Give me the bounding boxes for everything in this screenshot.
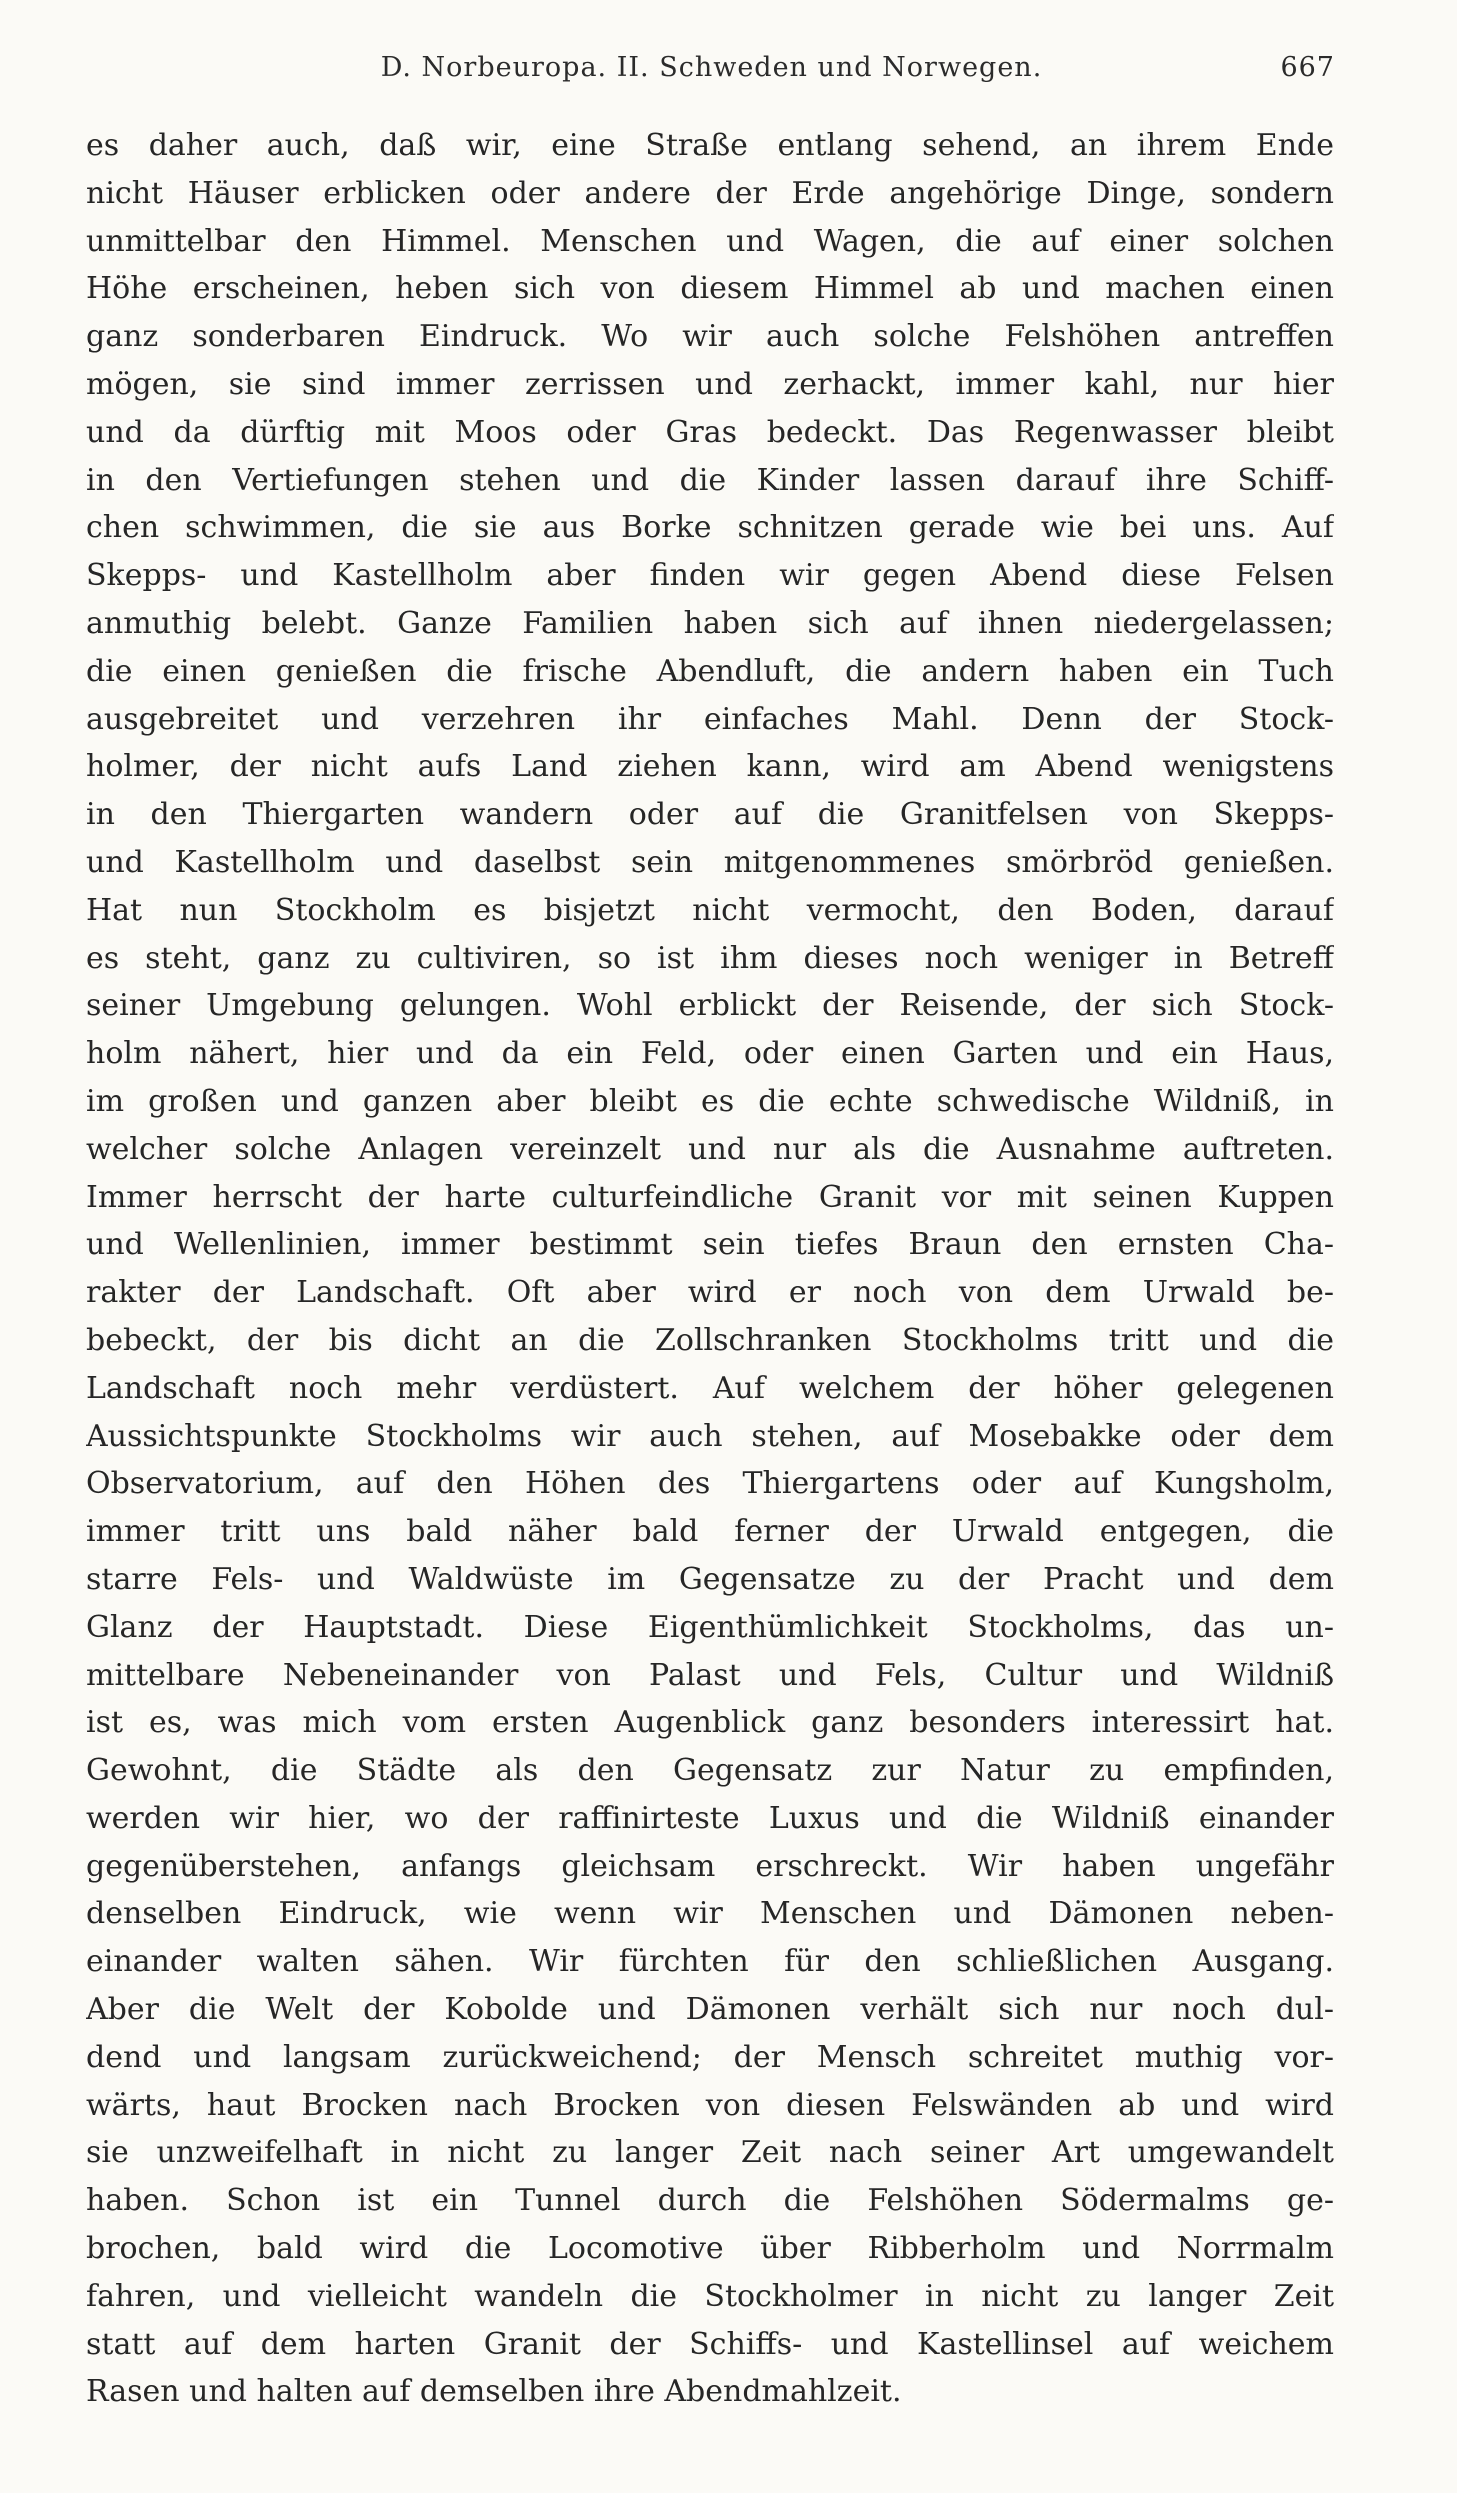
- text-line: welcher solche Anlagen vereinzelt und nur als die Ausnahme auftreten.: [86, 1131, 1334, 1167]
- text-line: unmittelbar den Himmel. Menschen und Wagen, die auf einer solchen: [86, 223, 1334, 259]
- text-line: es daher auch, daß wir, eine Straße entlang sehend, an ihrem Ende: [86, 128, 1334, 163]
- text-line: dend und langsam zurückweichend; der Mensch schreitet muthig vor-: [86, 2039, 1334, 2075]
- text-line: Immer herrscht der harte culturfeindliche Granit vor mit seinen Kuppen: [86, 1179, 1334, 1215]
- text-line: bebeckt, der bis dicht an die Zollschranken Stockholms tritt und die: [86, 1322, 1334, 1358]
- page-number: 667: [1280, 52, 1335, 83]
- text-line: fahren, und vielleicht wandeln die Stockholmer in nicht zu langer Zeit: [86, 2278, 1334, 2314]
- text-line: nicht Häuser erblicken oder andere der Erde angehörige Dinge, sondern: [86, 175, 1334, 211]
- text-line: Aussichtspunkte Stockholms wir auch stehen, auf Mosebakke oder dem: [86, 1418, 1334, 1454]
- text-line: Glanz der Hauptstadt. Diese Eigenthümlichkeit Stockholms, das un-: [86, 1609, 1334, 1645]
- text-line: einander walten sähen. Wir fürchten für den schließlichen Ausgang.: [86, 1944, 1334, 1980]
- text-line: Observatorium, auf den Höhen des Thiergartens oder auf Kungsholm,: [86, 1466, 1334, 1502]
- text-line: im großen und ganzen aber bleibt es die echte schwedische Wildniß, in: [86, 1083, 1334, 1119]
- text-line: immer tritt uns bald näher bald ferner der Urwald entgegen, die: [86, 1514, 1334, 1550]
- text-line: die einen genießen die frische Abendluft, die andern haben ein Tuch: [86, 653, 1334, 689]
- text-line: und Kastellholm und daselbst sein mitgenommenes smörbröd genießen.: [86, 844, 1334, 880]
- text-line: mittelbare Nebeneinander von Palast und Fels, Cultur und Wildniß: [86, 1657, 1334, 1693]
- text-line: ganz sonderbaren Eindruck. Wo wir auch solche Felshöhen antreffen: [86, 319, 1334, 355]
- text-line: Rasen und halten auf demselben ihre Abendmahlzeit.: [86, 2374, 902, 2410]
- text-line: und Wellenlinien, immer bestimmt sein tiefes Braun den ernsten Cha-: [86, 1227, 1334, 1263]
- text-line: Landschaft noch mehr verdüstert. Auf welchem der höher gelegenen: [86, 1370, 1334, 1406]
- text-line: in den Vertiefungen stehen und die Kinder lassen darauf ihre Schiff-: [86, 462, 1334, 498]
- text-line: ausgebreitet und verzehren ihr einfaches Mahl. Denn der Stock-: [86, 701, 1334, 737]
- text-line: Gewohnt, die Städte als den Gegensatz zur Natur zu empfinden,: [86, 1753, 1334, 1789]
- text-line: haben. Schon ist ein Tunnel durch die Felshöhen Södermalms ge-: [86, 2183, 1334, 2219]
- text-line: holm nähert, hier und da ein Feld, oder einen Garten und ein Haus,: [86, 1036, 1334, 1072]
- text-line: seiner Umgebung gelungen. Wohl erblickt der Reisende, der sich Stock-: [86, 988, 1334, 1024]
- text-line: sie unzweifelhaft in nicht zu langer Zeit nach seiner Art umgewandelt: [86, 2135, 1334, 2171]
- text-line: Höhe erscheinen, heben sich von diesem Himmel ab und machen einen: [86, 271, 1334, 307]
- text-line: ist es, was mich vom ersten Augenblick ganz besonders interessirt hat.: [86, 1705, 1334, 1741]
- body-paragraph: [86, 122, 1334, 2416]
- text-line: mögen, sie sind immer zerrissen und zerhackt, immer kahl, nur hier: [86, 366, 1334, 402]
- text-line: denselben Eindruck, wie wenn wir Menschen und Dämonen neben-: [86, 1896, 1334, 1932]
- text-line: es steht, ganz zu cultiviren, so ist ihm dieses noch weniger in Betreff: [86, 940, 1334, 976]
- running-header: [88, 52, 1335, 100]
- text-line: holmer, der nicht aufs Land ziehen kann, wird am Abend wenigstens: [86, 749, 1334, 785]
- text-line: wärts, haut Brocken nach Brocken von diesen Felswänden ab und wird: [86, 2087, 1334, 2123]
- text-line: chen schwimmen, die sie aus Borke schnitzen gerade wie bei uns. Auf: [86, 510, 1334, 546]
- text-line: rakter der Landschaft. Oft aber wird er noch von dem Urwald be-: [86, 1275, 1334, 1311]
- text-line: und da dürftig mit Moos oder Gras bedeckt. Das Regenwasser bleibt: [86, 414, 1334, 450]
- text-line: in den Thiergarten wandern oder auf die Granitfelsen von Skepps-: [86, 797, 1334, 833]
- text-line: werden wir hier, wo der raffinirteste Luxus und die Wildniß einander: [86, 1800, 1334, 1836]
- text-line: brochen, bald wird die Locomotive über Ribberholm und Norrmalm: [86, 2231, 1334, 2267]
- text-line: anmuthig belebt. Ganze Familien haben sich auf ihnen niedergelassen;: [86, 605, 1334, 641]
- text-line: gegenüberstehen, anfangs gleichsam erschreckt. Wir haben ungefähr: [86, 1848, 1334, 1884]
- running-title: D. Norbeuropa. II. Schweden und Norwegen.: [380, 52, 1043, 83]
- text-line: starre Fels- und Waldwüste im Gegensatze zu der Pracht und dem: [86, 1561, 1334, 1597]
- text-line: Aber die Welt der Kobolde und Dämonen verhält sich nur noch dul-: [86, 1992, 1334, 2028]
- text-line: statt auf dem harten Granit der Schiffs- und Kastellinsel auf weichem: [86, 2326, 1334, 2362]
- text-line: Hat nun Stockholm es bisjetzt nicht vermocht, den Boden, darauf: [86, 892, 1334, 928]
- text-line: Skepps- und Kastellholm aber finden wir gegen Abend diese Felsen: [86, 558, 1334, 594]
